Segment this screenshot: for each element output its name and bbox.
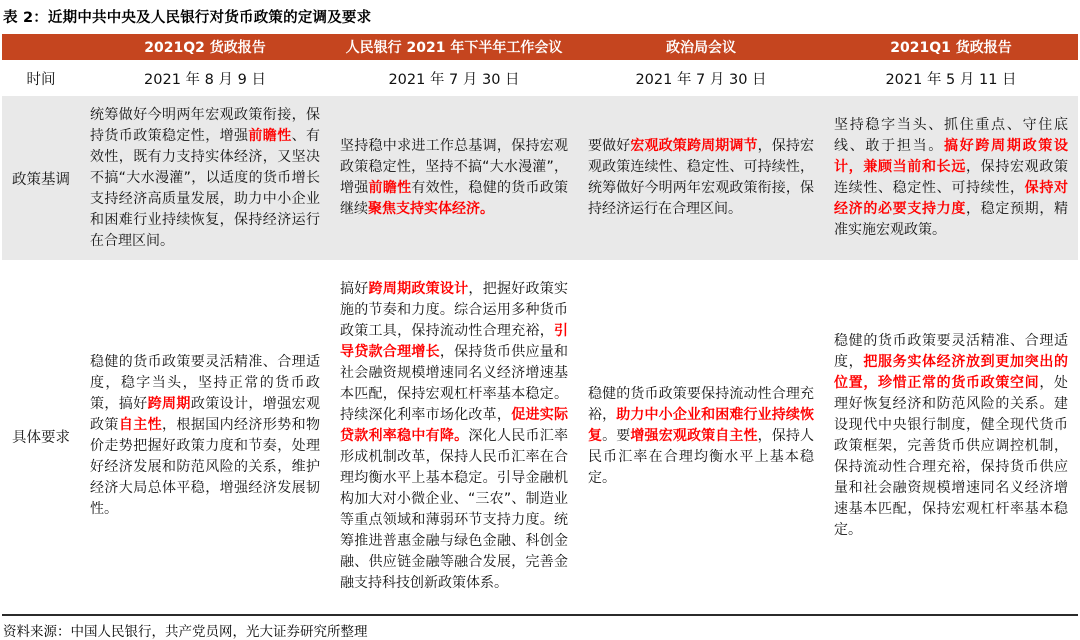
highlighted-text: 宏观政策跨周期调节 (630, 138, 758, 154)
time-row (2, 60, 1078, 96)
time-cell-pboc: 2021 年 7 月 30 日 (388, 71, 520, 88)
policy-tone-row-label: 政策基调 (2, 96, 80, 260)
requirements-cell-politburo (578, 260, 824, 612)
plain-text: 、有效性，既有力支持实体经济，又坚决不搞“大水漫灌”，以适度的货币增长支持经济高质量发展，助力中小企业和困难行业持续恢复，保持经济运行在合理区间。 (90, 127, 321, 249)
plain-text: 稳健的货币政策要保持流动性合理充裕， (588, 385, 814, 423)
highlighted-text: 搞好跨周期政策设计，兼顾当前和长远 (834, 138, 1068, 175)
plain-text: 要做好 (588, 138, 631, 154)
policy-tone-cell-pboc (330, 96, 578, 260)
highlighted-text: 引导贷款合理增长 (340, 322, 568, 360)
plain-text: 有效性，稳健的货币政策继续 (340, 180, 569, 217)
plain-text: 稳健的货币政策要灵活精准、合理适度， (834, 333, 1068, 370)
requirements-cell-2021q1 (824, 260, 1078, 612)
header-col-2021q1-report: 2021Q1 货政报告 (824, 34, 1078, 60)
highlighted-text: 前瞻性 (368, 180, 412, 196)
plain-text: ，把握好政策实施的节奏和力度。综合运用多种货币政策工具，保持流动性合理充裕， (340, 280, 569, 339)
plain-text: 坚持稳字当头、抓住重点、守住底线、敢于担当。 (834, 117, 1068, 154)
source-footer (2, 614, 1078, 640)
plain-text: ，处理好恢复经济和防范风险的关系。建设现代中央银行制度，健全现代货币政策框架，完善货币供应调控机制，保持流动性合理充裕，保持货币供应量和社会融资规模增速同名义经济增速基本匹配，保持宏观杠杆率基本稳定。 (834, 375, 1069, 538)
highlighted-text: 跨周期政策设计 (368, 280, 469, 297)
policy-tone-cell-2021q1 (824, 96, 1078, 260)
plain-text: ，根据国内经济形势和物价走势把握好政策力度和节奏，处理好经济发展和防范风险的关系，维护经济大局总体平稳，增强经济发展韧性。 (90, 417, 321, 517)
plain-text: ，保持货币供应量和社会融资规模增速同名义经济增速基本匹配，保持宏观杠杆率基本稳定。持续深化利率市场化改革， (340, 343, 569, 423)
header-col-2021q2-report: 2021Q2 货政报告 (80, 34, 330, 60)
source-note: 资料来源：中国人民银行，共产党员网，光大证券研究所整理 (3, 624, 368, 640)
header-col-politburo-meeting: 政治局会议 (578, 34, 824, 60)
plain-text: ，保持人民币汇率在合理均衡水平上基本稳定。 (588, 427, 815, 486)
header-col-pboc-meeting: 人民银行 2021 年下半年工作会议 (330, 34, 578, 60)
policy-tone-cell-2021q2 (80, 96, 330, 260)
specific-requirements-row-label: 具体要求 (12, 429, 70, 446)
plain-text: ，保持宏观政策连续性、稳定性、可持续性，统筹做好今明两年宏观政策衔接，保持经济运行在合理区间。 (588, 138, 815, 217)
plain-text: 稳健的货币政策要灵活精准、合理适度，稳字当头，坚持正常的货币政策，搞好 (90, 354, 320, 412)
plain-text: 。要 (602, 427, 631, 444)
plain-text: 坚持稳中求进工作总基调，保持宏观政策稳定性，坚持不搞“大水漫灌”，增强 (340, 138, 568, 196)
table-title: 表 2：近期中共中央及人民银行对货币政策的定调及要求 (3, 10, 372, 26)
highlighted-text: 前瞻性 (248, 127, 292, 144)
plain-text: 深化人民币汇率形成机制改革，保持人民币汇率在合理均衡水平上基本稳定。引导金融机构加大对小微企业、“三农”、制造业等重点领域和薄弱环节支持力度。统筹推进普惠金融与绿色金融、科创金融、供应链金融等融合发展，完善金融支持科技创新政策体系。 (340, 427, 569, 591)
requirements-cell-pboc (330, 260, 578, 612)
specific-requirements-row (2, 260, 1078, 612)
time-cell-2021q2: 2021 年 8 月 9 日 (144, 71, 266, 88)
time-cell-politburo: 2021 年 7 月 30 日 (635, 71, 767, 88)
time-cell-2021q1: 2021 年 5 月 11 日 (885, 71, 1017, 88)
highlighted-text: 自主性 (118, 417, 163, 433)
header-corner-cell (2, 34, 80, 60)
plain-text: ，保持宏观政策连续性、稳定性、可持续性， (834, 159, 1068, 196)
highlighted-text: 保持对经济的必要支持力度 (834, 180, 1069, 217)
highlighted-text: 跨周期 (147, 396, 191, 412)
time-row-label: 时间 (26, 71, 56, 88)
highlighted-text: 助力中小企业和困难行业持续恢复 (588, 406, 815, 444)
policy-tone-cell-politburo (578, 96, 824, 260)
table-header-row (2, 34, 1078, 60)
plain-text: 统筹做好今明两年宏观政策衔接，保持货币政策稳定性，增强 (90, 106, 320, 144)
highlighted-text: 把服务实体经济放到更加突出的位置，珍惜正常的货币政策空间 (834, 354, 1069, 391)
plain-text: 政策设计，增强宏观政策 (90, 396, 321, 433)
monetary-policy-table (2, 34, 1078, 612)
highlighted-text: 聚焦支持实体经济。 (368, 201, 494, 217)
plain-text: 搞好 (340, 280, 369, 297)
highlighted-text: 增强宏观政策自主性 (630, 427, 758, 444)
policy-tone-row (2, 96, 1078, 260)
requirements-cell-2021q2 (80, 260, 330, 612)
plain-text: ，稳定预期，精准实施宏观政策。 (834, 201, 1068, 238)
highlighted-text: 促进实际贷款利率稳中有降。 (340, 406, 569, 444)
